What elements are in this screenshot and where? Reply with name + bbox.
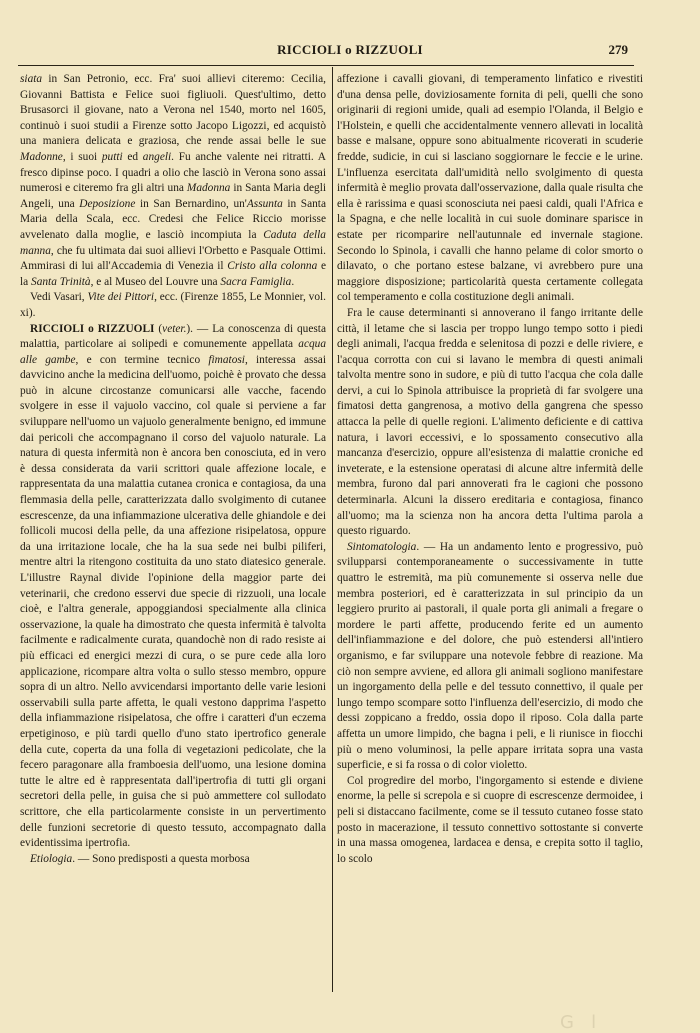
- text-run: in San Petronio, ecc. Fra' suoi allievi citeremo: Cecilia, Giovanni Battista e Felice suoi figliuoli. Quest'ultimo, detto Brusasorci il giovane, nato a Verona nel 1540, morto nel 1605, continuò i suoi studii a Firenze sotto Jacopo Ligozzi, ed acquistò una maniera delicata e graziosa, che rende assai belle le sue: [20, 73, 326, 148]
- text-run: ). — La conoscenza di questa malattia, particolare ai solipedi e comunemente appellata: [20, 322, 326, 351]
- left-column: [20, 72, 326, 867]
- italic-text: Santa Trinità: [31, 275, 91, 288]
- paragraph: [337, 72, 643, 306]
- paragraph: [20, 322, 326, 852]
- italic-text: Assunta: [246, 197, 283, 210]
- text-run: . Fu anche valente nei ritratti. A fresco dipinse poco. I quadri a olio che lasciò in Verona sono assai numerosi e citeremo fra gli altri una: [20, 150, 326, 195]
- text-run: Vedi Vasari,: [30, 291, 88, 304]
- paragraph: [337, 540, 643, 774]
- italic-text: Madonna: [186, 182, 231, 195]
- italic-text: Vite dei Pittori: [87, 291, 155, 304]
- italic-text: fimatosi: [208, 353, 245, 366]
- text-run: . — Sono predisposti a questa morbosa: [72, 852, 250, 865]
- page-number: 279: [608, 42, 628, 57]
- bold-text: RICCIOLI o RIZZUOLI: [30, 322, 155, 335]
- paragraph: [20, 72, 326, 290]
- italic-text: siata: [20, 73, 43, 85]
- page-header: [0, 42, 700, 64]
- text-run: Fra le cause determinanti si annoverano il fango irritante delle città, il letame che si lascia per troppo lungo tempo sotto i piedi degli animali, l'acqua fredda e selenitosa di pozzi e delle riviere, e l'acqua corrotta con cui si lavano le membra di questi animali talvolta mentre sono in sudore, e più di tutto l'acqua che cola dalle dervi, a cui lo Spinola attribuisce la proprietà di far svolgere una fimatosi detta gangrenosa, a motivo della gangrena che spesso attacca la pelle di quelle regioni. L'alimento deficiente e di cattiva natura, i lavori eccessivi, e lo spossamento consecutivo alla mancanza d'esercizio, oppure all'esistenza di malattie croniche ed inveterate, e la estensione operatasi di alcune altre infermità delle membra, furono dal pari annoverati fra le cagioni che possono determinarla. Alcuni la dissero ereditaria e contagiosa, financo all'uomo; ma la scienza non ha ancora detta l'ultima parola a questo riguardo.: [337, 306, 643, 538]
- header-rule: [18, 65, 634, 66]
- text-run: .: [291, 275, 295, 288]
- running-head: RICCIOLI o RIZZUOLI: [277, 42, 423, 57]
- paragraph: [20, 290, 326, 321]
- italic-text: Sacra Famiglia: [220, 275, 292, 288]
- italic-text: Madonne: [20, 150, 63, 163]
- text-run: Col progredire del morbo, l'ingorgamento si estende e diviene enorme, la pelle si screpola e si cuopre di escrescenze dermoidee, i peli si distaccano facilmente, come se il tessuto cutaneo fosse stato posto in macerazione, il tessuto connettivo sottostante si converte in una massa omogenea, lardacea e densa, e crepita sotto il taglio, lo scolo: [337, 774, 643, 865]
- text-run: in Santa Maria della Scala, ecc. Credesi che Felice Riccio morisse avvelenato dalla moglie, e lasciò incompiuta la: [20, 197, 326, 241]
- faint-watermark: G l: [560, 1012, 597, 1033]
- text-run: , i suoi: [62, 150, 102, 163]
- text-run: e la: [20, 260, 326, 288]
- text-run: , che fu ultimata dai suoi allievi l'Orbetto e Pasquale Ottimi. Ammirasi di lui all'Accademia di Venezia il: [20, 244, 326, 273]
- text-run: , interessa assai davvicino anche la medicina dell'uomo, poichè è provato che dessa può in alcune circostanze comunicarsi alle vacche, facendo svolgere in esse il vajuolo vaccino, col quale si perviene a far sviluppare nell'uomo un vajuolo generalmente benigno, ed immune dai pericoli che accompagnano il corso del vajuolo naturale. La natura di questa infermità non è ancora ben conosciuta, ed in vero è dessa considerata da varii scrittori quale affezione locale, e rappresentata da una malattia cutanea cronica e contagiosa, da una flemmasia della pelle, caratterizzata dallo svolgimento di cutanee escrescenze, da una infiammazione ulcerativa delle ghiandole e dei follicoli mucosi della pelle, da una affezione risipelatosa, oppure da una irritazione locale, che ha la sua sede nei bulbi piliferi, mentre altri la ritengono costituita da uno stato diatesico generale. L'illustre Raynal divide l'opinione della maggior parte dei veterinarii, che credono esservi due specie di rizzuoli, una locale cioè, e l'altra generale, appoggiandosi specialmente alla clinica osservazione, la quale ha dimostrato che questa infermità è talvolta facilmente e radicalmente curata, quandochè non di rado resiste ai più efficaci ed energici mezzi di cura, o se pure cede alla loro applicazione, ricompare altra volta o sullo stesso membro, oppure sopra di un altro. Nello avvicendarsi importanto delle varie lesioni osservabili sulla parte affetta, le quali vestono dapprima l'aspetto della infiammazione risipelatosa, che offre i caratteri d'un eczema erpetiginoso, e più tardi quello d'uno stato ipertrofico generale della cute, coperta da una folla di vegetazioni pedicolate, che la fecero paragonare alla framboesia dell'uomo, una lesione domina tutte le altre ed è rappresentata dall'ipertrofia di tutti gli organi secretori della pelle, in guisa che si può ammettere col sullodato scrittore, che ella particolarmente consiste in un pervertimento delle funzioni secretorie di questo tessuto, accompagnato dalla evidentissima ipertrofia.: [20, 353, 326, 850]
- text-run: in San Bernardino, un': [135, 197, 247, 210]
- paragraph: [20, 852, 326, 868]
- text-run: in Santa Maria degli Angeli, una: [20, 182, 326, 210]
- text-run: , e al Museo del Louvre una: [90, 275, 221, 288]
- italic-text: veter.: [162, 322, 187, 335]
- text-run: , ecc. (Firenze 1855, Le Monnier, vol. xi).: [20, 291, 326, 319]
- italic-text: Cristo alla colonna: [227, 260, 318, 273]
- text-run: , e con termine tecnico: [75, 353, 209, 366]
- italic-text: Etiologia: [30, 852, 73, 865]
- italic-text: Sintomatologia: [347, 540, 417, 553]
- paragraph: [337, 306, 643, 540]
- column-divider: [332, 67, 333, 992]
- paragraph: [337, 774, 643, 868]
- text-run: ed: [122, 150, 143, 163]
- italic-text: putti: [101, 150, 123, 163]
- text-run: affezione i cavalli giovani, di temperamento linfatico e rivestiti d'una densa pelle, doviziosamente fornita di peli, quelli che sono originarii di regioni umide, quali ad esempio l'Olanda, il Belgio e l'Holstein, e quelli che accidentalmente vennero allevati in località basse e malsane, oppure sono abitualmente ricoverati in scuderie fredde, sudicie, in cui si lasciano soggiornare le feccie e le urine. L'influenza esercitata dall'umidità nello svolgimento di questa infermità è meglio provata dall'osservazione, dalla quale risulta che ella è rarissima e quasi sconosciuta nei paesi caldi, quali l'Africa e la Spagna, e che nelle località in cui suole dominare sparisce in estate per ricomparire nell'autunnale ed invernale stagione. Secondo lo Spinola, i cavalli che hanno pelame di color smorto o dilavato, o che portano estese balzane, vi avrebbero pure una maggiore disposizione; particolarità questa certamente collegata col temperamento e colla costituzione degli animali.: [337, 73, 643, 304]
- right-column: [337, 72, 643, 867]
- italic-text: Caduta della manna: [20, 228, 326, 257]
- text-run: (: [154, 322, 163, 335]
- italic-text: angeli: [142, 150, 172, 163]
- italic-text: Deposizione: [79, 197, 136, 210]
- italic-text: acqua alle gambe: [20, 338, 326, 366]
- text-run: . — Ha un andamento lento e progressivo, può svilupparsi contemporaneamente o successivamente in tutte quattro le estremità, ma più comunemente si osserva nelle due membra posteriori, ed è caratterizzata in sul principio da un leggiero prurito ai pastorali, il quale porta gli animali a fregare o mordere le parti affette, producendo ferite ed un aumento dell'infiammazione e del dolore, che può estendersi all'intiero organismo, e far sviluppare una notevole febbre di reazione. Ma ciò non sempre avviene, ed allora gli animali sogliono manifestare un ingorgamento della pelle e del tessuto connettivo, il quale per lungo tempo scompare sotto l'influenza dell'esercizio, di modo che dessi zoppicano a freddo, ossia dopo il riposo. Cola dalla parte affetta un umore limpido, che bagna i peli, e li riunisce in fiocchi più o meno voluminosi, la pelle appare irritata sopra una vasta superficie, e si fa rossa o di color violetto.: [337, 540, 643, 772]
